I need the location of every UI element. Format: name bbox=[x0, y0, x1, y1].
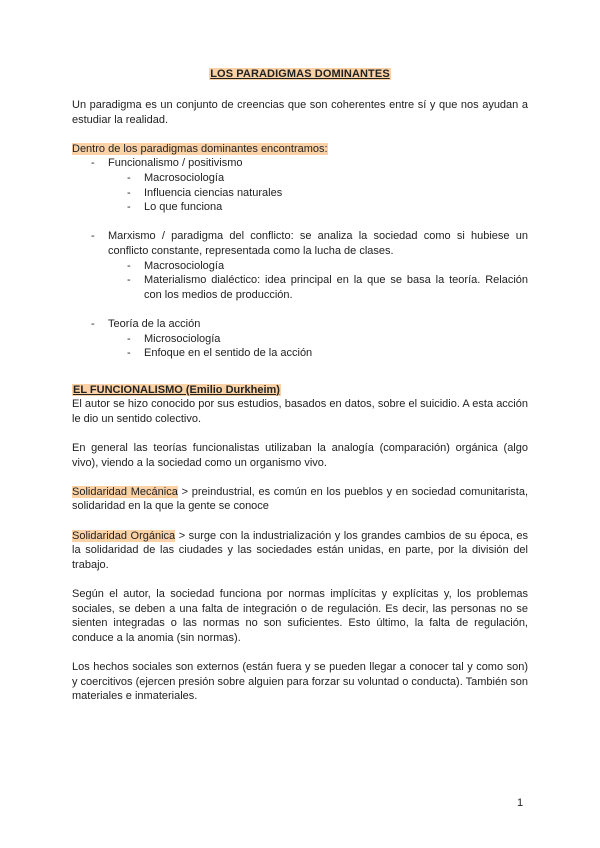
paragraph-analogy: En general las teorías funcionalistas utilizaban la analogía (comparación) orgánica (algo vivo), viendo a la sociedad como un organismo vivo. bbox=[72, 442, 528, 469]
paradigm-sublist bbox=[108, 332, 528, 361]
document-page bbox=[72, 68, 528, 704]
paragraph-organica bbox=[72, 529, 528, 573]
dominant-heading-line bbox=[72, 142, 528, 157]
section-heading: EL FUNCIONALISMO (Emilio Durkheim) bbox=[73, 383, 280, 396]
mecanica-label: Solidaridad Mecánica bbox=[72, 485, 178, 498]
paradigm-label: - Funcionalismo / positivismo bbox=[108, 157, 243, 170]
paradigm-label: - Marxismo / paradigma del conflicto: se analiza la sociedad como si hubiese un conflicto constante, representada como la lucha de clases. bbox=[108, 230, 528, 257]
paradigm-sublist bbox=[108, 259, 528, 303]
paradigm-item bbox=[72, 156, 528, 229]
title-wrap bbox=[72, 68, 528, 80]
section-heading-line bbox=[72, 383, 528, 398]
paragraph-social-facts: Los hechos sociales son externos (están fuera y se pueden llegar a conocer tal y como son) y coercitivos (ejercen presión sobre alguien para forzar su voluntad o conducta). También son materiales e inmateriales. bbox=[72, 660, 528, 703]
paradigm-item bbox=[72, 317, 528, 361]
paragraph-mecanica bbox=[72, 485, 528, 514]
sub-item: - Lo que funciona bbox=[108, 200, 528, 215]
paragraph-norms: Según el autor, la sociedad funciona por normas implícitas y explícitas y, los problemas sociales, se deben a una falta de integración o de regulación. Es decir, las personas no se sienten integradas o las normas no son suficientes. Esto último, la falta de regulación, conduce a la anomia (sin normas). bbox=[72, 588, 528, 644]
paradigm-list bbox=[72, 156, 528, 360]
organica-text: > surge con la industrialización y los grandes cambios de su época, es la solidaridad de las ciudades y las sociedades están unidas, en parte, por la división del trabajo. bbox=[72, 529, 529, 571]
paradigm-sublist bbox=[108, 171, 528, 215]
organica-label: Solidaridad Orgánica bbox=[72, 529, 176, 542]
sub-item: - Macrosociología bbox=[108, 259, 528, 274]
paradigm-label: - Teoría de la acción bbox=[108, 317, 201, 330]
sub-item: - Enfoque en el sentido de la acción bbox=[108, 346, 528, 361]
sub-item: - Materialismo dialéctico: idea principal en la que se basa la teoría. Relación con los medios de producción. bbox=[108, 273, 528, 302]
paradigm-item bbox=[72, 229, 528, 317]
paragraph-suicide: El autor se hizo conocido por sus estudios, basados en datos, sobre el suicidio. A esta acción le dio un sentido colectivo. bbox=[72, 398, 528, 425]
document-title: LOS PARADIGMAS DOMINANTES bbox=[210, 68, 390, 80]
sub-item: - Microsociología bbox=[108, 332, 528, 347]
intro-paragraph: Un paradigma es un conjunto de creencias que son coherentes entre sí y que nos ayudan a estudiar la realidad. bbox=[72, 99, 528, 126]
sub-item: - Macrosociología bbox=[108, 171, 528, 186]
dominant-heading: Dentro de los paradigmas dominantes encontramos: bbox=[72, 142, 328, 155]
page-number: 1 bbox=[517, 797, 524, 809]
sub-item: - Influencia ciencias naturales bbox=[108, 186, 528, 201]
mecanica-text: > preindustrial, es común en los pueblos y en sociedad comunitarista, solidaridad en la que la gente se conoce bbox=[72, 485, 529, 513]
